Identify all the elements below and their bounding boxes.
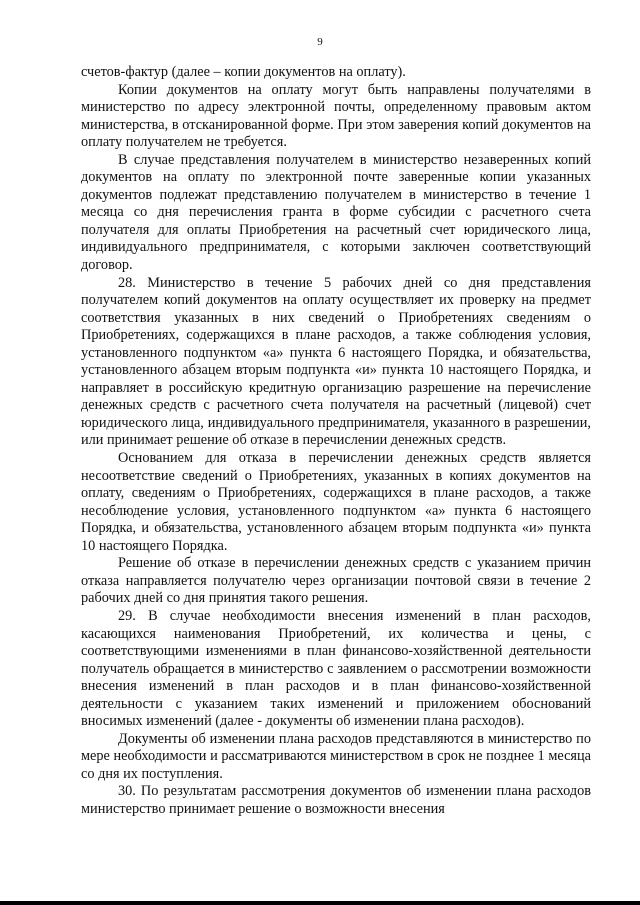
paragraph-refusal-notice: Решение об отказе в перечислении денежных средств с указанием причин отказа направляется получателю через организации почтовой связи в течение 2 рабочих дней со дня принятия такого решения. <box>81 555 591 607</box>
paragraph-item-29: 29. В случае необходимости внесения изменений в план расходов, касающихся наименования Приобретений, их количества и цены, с соответствующими изменениями в план финансово-хозяйственной деятельности получатель обращается в министерство с заявлением о рассмотрении возможности внесения изменений в план расходов и в план финансово-хозяйственной деятельности с указанием таких изменений и приложением обоснований вносимых изменений (далее - документы об изменении плана расходов). <box>81 607 591 730</box>
paragraph-email-copies: Копии документов на оплату могут быть направлены получателями в министерство по адресу электронной почты, определенному правовым актом министерства, в отсканированной форме. При этом заверения копий документов на оплату получателем не требуется. <box>81 81 591 151</box>
paragraph-continuation: счетов-фактур (далее – копии документов на оплату). <box>81 64 406 80</box>
document-body <box>81 64 591 819</box>
page-number: 9 <box>317 36 323 48</box>
paragraph-item-28: 28. Министерство в течение 5 рабочих дней со дня представления получателем копий документов на оплату осуществляет их проверку на предмет соответствия указанных в них сведений о Приобретениях сведениям о Приобретениях, содержащихся в плане расходов, а также соблюдения условия, установленного подпунктом «а» пункта 6 настоящего Порядка, и обязательства, установленного абзацем вторым подпункта «и» пункта 10 настоящего Порядка, и направляет в российскую кредитную организацию разрешение на перечисление денежных средств с расчетного счета получателя на расчетный (лицевой) счет юридического лица, индивидуального предпринимателя, указанного в разрешении, или принимает решение об отказе в перечислении денежных средств. <box>81 274 591 449</box>
paragraph-refusal-grounds: Основанием для отказа в перечислении денежных средств является несоответствие сведений о Приобретениях, указанных в копиях документов на оплату, сведениям о Приобретениях, содержащихся в плане расходов, а также несоблюдение условия, установленного подпунктом «а» пункта 6 настоящего Порядка, и обязательства, установленного абзацем вторым подпункта «и» пункта 10 настоящего Порядка. <box>81 450 591 554</box>
paragraph-item-30: 30. По результатам рассмотрения документов об изменении плана расходов министерство принимает решение о возможности внесения <box>81 783 591 817</box>
scan-bottom-edge <box>0 901 640 905</box>
paragraph-unverified-copies: В случае представления получателем в министерство незаверенных копий документов на оплату по электронной почте заверенные копии указанных документов подлежат представлению получателем в министерство в течение 1 месяца со дня перечисления гранта в форме субсидии с расчетного счета получателя для оплаты Приобретения на расчетный счет юридического лица, индивидуального предпринимателя, с которыми заключен соответствующий договор. <box>81 151 591 274</box>
paragraph-change-documents: Документы об изменении плана расходов представляются в министерство по мере необходимости и рассматриваются министерством в срок не позднее 1 месяца со дня их поступления. <box>81 730 591 782</box>
